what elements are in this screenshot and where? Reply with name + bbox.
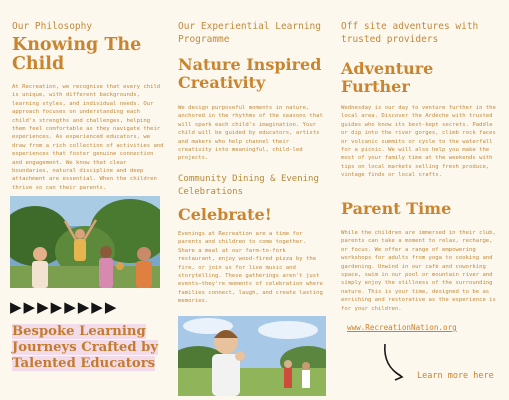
arrow-icon: ▶ bbox=[37, 298, 49, 316]
curved-arrow-icon bbox=[381, 342, 407, 382]
arrow-divider bbox=[10, 298, 116, 316]
column-learning bbox=[168, 0, 328, 400]
celebrate-body: Evenings at Recreation are a time for parents and children to come together. Share a meal at our farm-to-fork restaurant, enjoy wood-fired pizza by the fire, or join us for live music and storytelling. These gatherings aren't just events—they're moments of celebration where families connect, laugh, and create lasting memories. bbox=[178, 231, 323, 305]
dining-subheading: Community Dining & Evening Celebrations bbox=[178, 174, 319, 197]
arrow-icon: ▶ bbox=[10, 298, 22, 316]
philosophy-body: At Recreation, we recognise that every child is unique, with different backgrounds, learning styles, and individual needs. Our approach focuses on understanding each child's strengths and challenges, helping them feel comfortable as they navigate their experiences. As experienced educators, we draw from a rich collection of activities and experiences that foster genuine connection and engagement. We know that clear boundaries, natural discipline and deep attachment are essential. When the children thrive so can their parents. bbox=[12, 84, 164, 191]
celebrate-title: Celebrate! bbox=[178, 205, 272, 224]
learning-kicker: Our Experiential Learning Programme bbox=[178, 21, 321, 45]
bespoke-heading-text: Bespoke Learning Journeys Crafted by Talented Educators bbox=[12, 324, 159, 371]
learning-title: Nature Inspired Creativity bbox=[178, 55, 322, 92]
adventure-title: Adventure Further bbox=[341, 59, 434, 96]
parent-time-body: While the children are immersed in their club, parents can take a moment to relax, recharge, or focus. We offer a range of empowering workshops for adults from yoga to cooking and gardening. Unwind in our café and coworking space, swim in our pool or mountain river and simply enjoy the stillness of the surrounding nature. This is your time, designed to be as enriching and restorative as the experience is for your children. bbox=[341, 230, 496, 312]
philosophy-kicker: Our Philosophy bbox=[12, 21, 93, 32]
parent-time-title: Parent Time bbox=[341, 199, 452, 218]
adventure-body: Wednesday is our day to venture further in the local area. Discover the Ardèche with trusted guides who know its best-kept secrets. Paddle or dip into the river gorges, climb rock faces or volcanic summits or cycle to the waterfall for a picnic. We will also help you make the most of your family time at the weekends with tips on local markets selling fresh produce, vintage finds or local crafts. bbox=[341, 105, 496, 179]
arrow-icon: ▶ bbox=[77, 298, 90, 316]
website-link[interactable]: www.RecreationNation.org bbox=[347, 323, 457, 332]
arrow-icon: ▶ bbox=[50, 298, 63, 316]
philosophy-title: Knowing The Child bbox=[12, 35, 142, 74]
child-in-field-photo bbox=[178, 316, 326, 396]
column-adventure bbox=[333, 0, 503, 400]
children-playing-photo bbox=[10, 196, 160, 288]
column-philosophy bbox=[0, 0, 168, 400]
learn-more-link[interactable]: Learn more here bbox=[417, 371, 494, 381]
arrow-icon: ▶ bbox=[23, 298, 36, 316]
arrow-icon: ▶ bbox=[64, 298, 76, 316]
arrow-icon: ▶ bbox=[104, 298, 117, 316]
arrow-icon: ▶ bbox=[91, 298, 103, 316]
learning-body: We design purposeful moments in nature, anchored in the rhythms of the seasons that will spark each child's imagination. Your child will be guided by educators, artists and makers who help channel their creativity into meaningful, child-led projects. bbox=[178, 105, 323, 162]
bespoke-heading bbox=[12, 324, 168, 372]
adventure-kicker: Off site adventures with trusted providers bbox=[341, 21, 479, 45]
